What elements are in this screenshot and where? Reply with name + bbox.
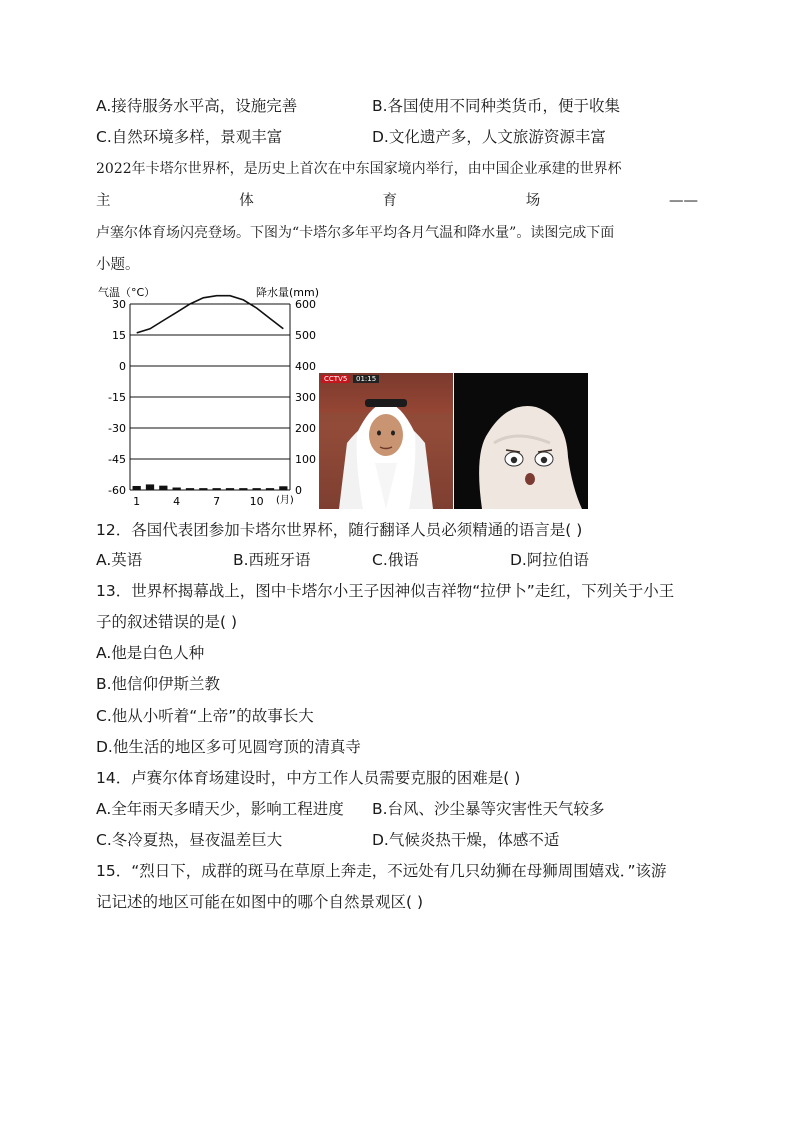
laeeb-mascot-figure <box>454 373 588 509</box>
left-tick-label: -60 <box>108 484 126 497</box>
precipitation-bar <box>239 488 247 490</box>
prince-figure <box>319 373 453 509</box>
q14-option-c: C.冬冷夏热，昼夜温差巨大 <box>96 831 283 849</box>
q12-option-a: A.英语 <box>96 551 143 569</box>
right-axis-label: 降水量(mm) <box>256 286 320 299</box>
left-tick-label: 0 <box>119 360 126 373</box>
right-tick-label: 0 <box>295 484 302 497</box>
q11-option-c: C.自然环境多样，景观丰富 <box>96 128 283 146</box>
q15-stem-line-2: 记记述的地区可能在如图中的哪个自然景观区( ) <box>96 893 424 911</box>
precipitation-bar <box>253 488 261 490</box>
q13-stem-line-1: 13．世界杯揭幕战上，图中卡塔尔小王子因神似吉祥物“拉伊卜”走红，下列关于小王 <box>96 582 675 600</box>
precipitation-bar <box>146 484 154 490</box>
precipitation-bar <box>173 488 181 490</box>
q13-stem-line-2: 子的叙述错误的是( ) <box>96 613 238 631</box>
q11-option-b: B.各国使用不同种类货币，便于收集 <box>372 97 621 115</box>
mascot-photo <box>454 373 588 509</box>
q14-option-a: A.全年雨天多晴天少，影响工程进度 <box>96 800 344 818</box>
q11-option-d: D.文化遗产多，人文旅游资源丰富 <box>372 128 606 146</box>
x-tick-label: 10 <box>249 495 264 506</box>
precipitation-bar <box>226 488 234 490</box>
q12-stem: 12．各国代表团参加卡塔尔世界杯，随行翻译人员必须精通的语言是( ) <box>96 521 583 539</box>
left-tick-label: -15 <box>108 391 126 404</box>
x-unit-label: (月) <box>276 495 294 506</box>
right-tick-label: 300 <box>295 391 316 404</box>
left-tick-label: -30 <box>108 422 126 435</box>
right-tick-label: 500 <box>295 329 316 342</box>
q12-option-c: C.俄语 <box>372 551 419 569</box>
q12-option-d: D.阿拉伯语 <box>510 551 589 569</box>
q13-option-d: D.他生活的地区多可见圆穹顶的清真寺 <box>96 738 361 756</box>
intro-line-1: 2022年卡塔尔世界杯，是历史上首次在中东国家境内举行，由中国企业承建的世界杯 <box>96 161 622 177</box>
x-tick-label: 4 <box>173 495 181 506</box>
q11-option-a: A.接待服务水平高，设施完善 <box>96 97 298 115</box>
precipitation-bar <box>159 486 167 490</box>
q13-option-c: C.他从小听着“上帝”的故事长大 <box>96 707 314 725</box>
precipitation-bar <box>133 486 141 490</box>
climate-chart <box>96 284 322 506</box>
intro-word: 体 <box>239 193 254 209</box>
x-tick-label: 1 <box>133 495 141 506</box>
precipitation-bar <box>213 488 221 490</box>
right-tick-label: 200 <box>295 422 316 435</box>
x-tick-label: 7 <box>213 495 221 506</box>
temperature-line <box>137 296 284 333</box>
tv-logo: CCTV5 <box>321 375 350 383</box>
q14-option-d: D.气候炎热干燥，体感不适 <box>372 831 560 849</box>
q12-option-b: B.西班牙语 <box>233 551 311 569</box>
right-tick-label: 100 <box>295 453 316 466</box>
q13-option-b: B.他信仰伊斯兰教 <box>96 675 221 693</box>
left-tick-label: 15 <box>112 329 126 342</box>
intro-line-3: 卢塞尔体育场闪亮登场。下图为“卡塔尔多年平均各月气温和降水量”。读图完成下面 <box>96 225 615 241</box>
intro-word: 主 <box>96 193 111 209</box>
tv-time: 01:15 <box>353 375 379 383</box>
q14-option-b: B.台风、沙尘暴等灾害性天气较多 <box>372 800 605 818</box>
prince-photo <box>319 373 453 509</box>
q13-option-a: A.他是白色人种 <box>96 644 205 662</box>
precipitation-bar <box>186 488 194 490</box>
intro-line-4: 小题。 <box>96 257 140 273</box>
right-tick-label: 600 <box>295 298 316 311</box>
precipitation-bar <box>266 488 274 490</box>
left-tick-label: -45 <box>108 453 126 466</box>
right-tick-label: 400 <box>295 360 316 373</box>
intro-word: 场 <box>525 193 541 209</box>
precipitation-bar <box>199 488 207 490</box>
intro-line-2 <box>96 191 698 211</box>
intro-word: 育 <box>382 193 397 209</box>
q14-stem: 14．卢赛尔体育场建设时，中方工作人员需要克服的困难是( ) <box>96 769 521 787</box>
left-tick-label: 30 <box>112 298 126 311</box>
intro-dash: —— <box>669 193 698 209</box>
left-axis-label: 气温（°C） <box>98 286 156 299</box>
q15-stem-line-1: 15．“烈日下，成群的斑马在草原上奔走，不远处有几只幼狮在母狮周围嬉戏．”该游 <box>96 862 667 880</box>
precipitation-bar <box>279 486 287 490</box>
